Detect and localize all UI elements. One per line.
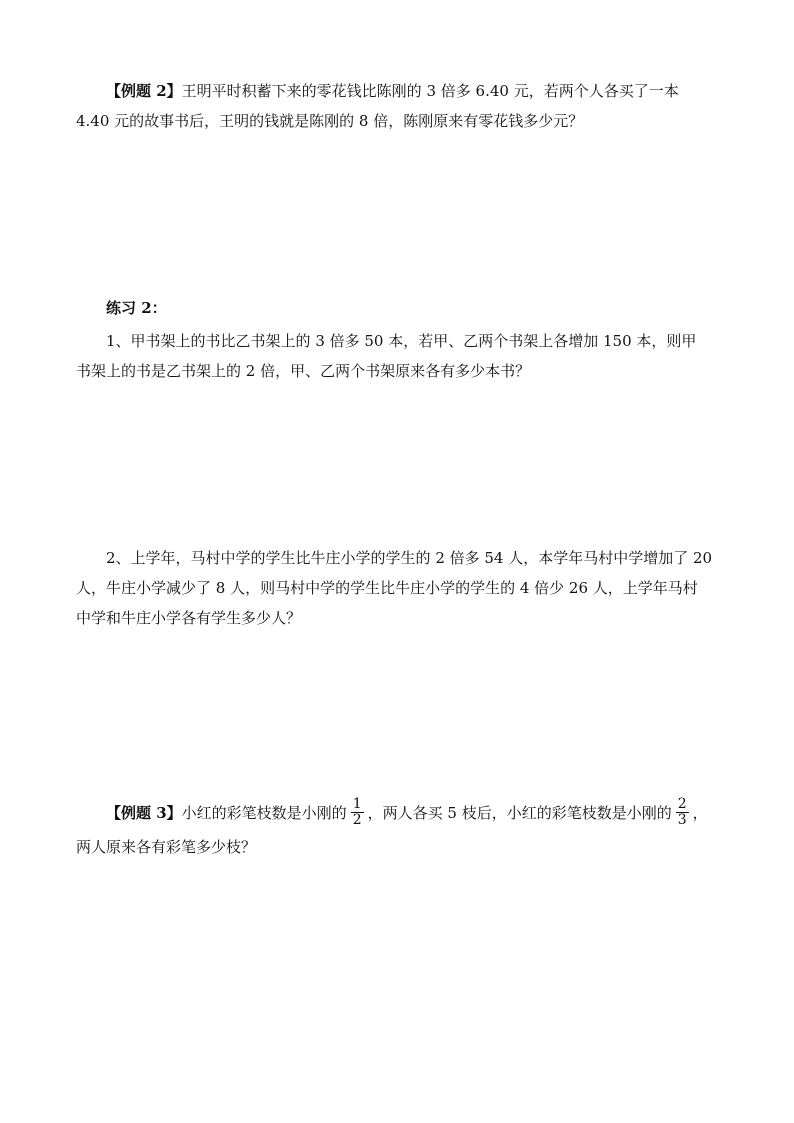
example-3-label: 【例题 3】 <box>106 804 182 822</box>
example-2-label: 【例题 2】 <box>106 82 182 100</box>
example-3-line-2: 两人原来各有彩笔多少枝？ <box>76 838 257 856</box>
practice-2-question-1 <box>76 326 718 386</box>
fraction-1-numerator: 1 <box>352 795 362 812</box>
question-2-line-2: 人，牛庄小学减少了 8 人，则马村中学的学生比牛庄小学的学生的 4 倍少 26 人，上学年马村 <box>76 579 698 597</box>
question-1-line-1: 1、甲书架上的书比乙书架上的 3 倍多 50 本，若甲、乙两个书架上各增加 150 本，则甲 <box>106 332 697 350</box>
fraction-2-numerator: 2 <box>677 795 687 812</box>
example-2-text-1: 王明平时积蓄下来的零花钱比陈刚的 3 倍多 6.40 元，若两个人各买了一本 <box>181 82 679 100</box>
practice-2-heading: 练习 2： <box>106 299 167 317</box>
question-2-line-3: 中学和牛庄小学各有学生多少人？ <box>76 609 302 627</box>
fraction-1-denominator: 2 <box>352 811 362 828</box>
example-3-text-c: ， <box>692 804 708 822</box>
fraction-2-denominator: 3 <box>677 811 687 828</box>
example-3-text-b: ，两人各买 5 枝后，小红的彩笔枝数是小刚的 <box>367 804 672 822</box>
example-3 <box>76 794 718 862</box>
fraction-one-half <box>351 797 364 828</box>
example-2-line-1 <box>76 76 718 106</box>
example-2-line-2: 4.40 元的故事书后，王明的钱就是陈刚的 8 倍，陈刚原来有零花钱多少元？ <box>76 112 584 130</box>
question-2-line-1: 2、上学年，马村中学的学生比牛庄小学的学生的 2 倍多 54 人，本学年马村中学增加了 20 <box>106 549 713 567</box>
example-2 <box>76 76 718 136</box>
fraction-two-thirds <box>676 797 689 828</box>
practice-2-question-2 <box>76 543 718 633</box>
example-3-text-a: 小红的彩笔枝数是小刚的 <box>181 804 347 822</box>
practice-2-section <box>76 293 718 323</box>
question-1-line-2: 书架上的书是乙书架上的 2 倍，甲、乙两个书架原来各有多少本书？ <box>76 362 531 380</box>
example-3-line-1 <box>76 794 718 832</box>
